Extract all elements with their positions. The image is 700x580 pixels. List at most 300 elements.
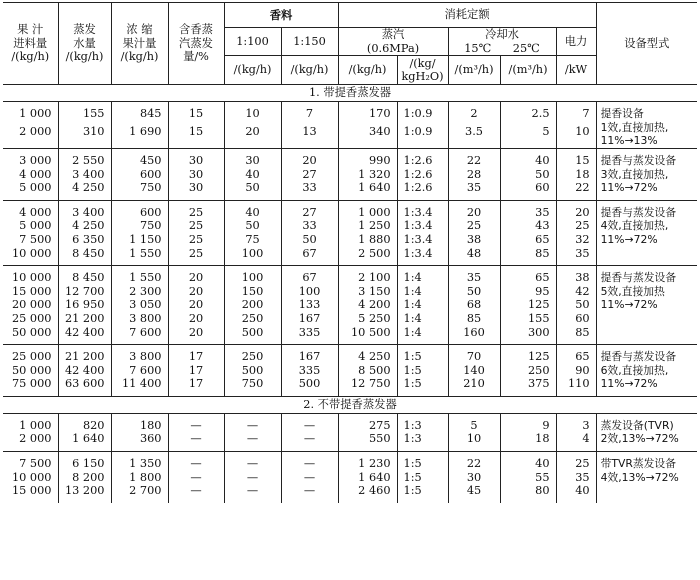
table-cell: 375: [500, 377, 556, 391]
table-row: [3, 432, 697, 446]
table-cell: 4 250: [58, 181, 111, 195]
cooling-15: 15℃: [464, 41, 492, 55]
table-cell: 50 000: [11, 325, 52, 339]
table-cell: 5 000: [19, 219, 52, 233]
table-cell: 20: [168, 285, 224, 299]
table-cell: 1:0.9: [397, 125, 448, 143]
table-cell: 80: [500, 484, 556, 498]
table-cell: 500: [281, 377, 338, 391]
table-cell: 10 000: [11, 470, 52, 484]
table-cell: 845: [111, 107, 168, 125]
table-cell: 85: [448, 312, 500, 326]
table-cell: 600: [111, 206, 168, 220]
table-cell: 125: [500, 350, 556, 364]
table-row: [3, 350, 697, 364]
table-cell: —: [281, 419, 338, 433]
row-group: [3, 413, 697, 451]
table-cell: 8 450: [58, 247, 111, 261]
table-cell: 1:4: [397, 312, 448, 326]
table-cell: 4 000: [19, 205, 52, 219]
table-cell: —: [281, 471, 338, 485]
table-cell: 25: [168, 206, 224, 220]
table-cell: 4 250: [338, 350, 397, 364]
table-cell: 50: [556, 298, 596, 312]
table-cell: 2: [448, 107, 500, 125]
row-group: [3, 452, 697, 503]
table-cell: 12 750: [338, 377, 397, 391]
table-cell: —: [168, 432, 224, 446]
table-cell: 5: [448, 419, 500, 433]
table-row: [3, 168, 697, 182]
table-cell: 33: [281, 219, 338, 233]
table-cell: 20: [168, 271, 224, 285]
table-row: [3, 247, 697, 261]
table-cell: 170: [338, 107, 397, 125]
table-cell: 25: [556, 457, 596, 471]
col-steam: 蒸汽 (0.6MPa): [338, 28, 448, 56]
table-cell: 16 950: [58, 298, 111, 312]
table-cell: 210: [448, 377, 500, 391]
table-cell: 1:2.6: [397, 154, 448, 168]
table-cell: 1 640: [338, 471, 397, 485]
col-aroma-1-100: 1:100: [224, 28, 281, 56]
table-cell: 1:3.4: [397, 206, 448, 220]
cooling-25: 25℃: [512, 41, 540, 55]
table-cell: 67: [281, 271, 338, 285]
table-cell: 20: [281, 154, 338, 168]
table-cell: —: [168, 419, 224, 433]
col-group-consumption: 消耗定额: [338, 3, 596, 28]
table-cell: 180: [111, 419, 168, 433]
table-cell: 1:5: [397, 484, 448, 498]
device-type-cell: 提香与蒸发设备 5效,直接加热 11%→72%: [596, 271, 697, 344]
table-cell: 25: [168, 233, 224, 247]
table-cell: —: [168, 457, 224, 471]
table-cell: 1 320: [338, 168, 397, 182]
table-cell: 3.5: [448, 125, 500, 143]
table-cell: 100: [281, 285, 338, 299]
table-cell: 75: [224, 233, 281, 247]
section-header: [3, 85, 697, 102]
table-row: [3, 125, 697, 143]
table-cell: 335: [281, 326, 338, 340]
unit-cooling-1: /(m³/h): [448, 56, 500, 85]
table-cell: 1:5: [397, 377, 448, 391]
table-row: [3, 219, 697, 233]
table-cell: 20: [168, 312, 224, 326]
table-cell: 20: [168, 298, 224, 312]
table-cell: 1 550: [111, 247, 168, 261]
row-group: [3, 102, 697, 149]
table-cell: 100: [224, 271, 281, 285]
device-type-cell: 提香与蒸发设备 3效,直接加热, 11%→72%: [596, 154, 697, 200]
table-cell: 21 200: [58, 350, 111, 364]
table-row: [3, 419, 697, 433]
table-cell: 1 800: [111, 471, 168, 485]
table-cell: 30: [168, 168, 224, 182]
table-cell: 30: [448, 471, 500, 485]
table-cell: 1:3.4: [397, 247, 448, 261]
table-row: [3, 285, 697, 299]
table-cell: 9: [500, 419, 556, 433]
table-cell: 300: [500, 326, 556, 340]
col-device-type: 设备型式: [596, 3, 697, 85]
table-cell: 500: [224, 326, 281, 340]
table-row: [3, 484, 697, 498]
table-cell: 10 000: [11, 246, 52, 260]
col-cooling-water: 冷却水 15℃ 25℃: [448, 28, 556, 56]
table-cell: 48: [448, 247, 500, 261]
table-cell: 1:3.4: [397, 219, 448, 233]
table-cell: 155: [500, 312, 556, 326]
table-cell: 15 000: [11, 484, 52, 498]
table-cell: 1:2.6: [397, 168, 448, 182]
table-cell: 11 400: [111, 377, 168, 391]
table-cell: 2 100: [338, 271, 397, 285]
table-cell: 2 500: [338, 247, 397, 261]
table-cell: 20: [224, 125, 281, 143]
table-cell: 50 000: [11, 363, 52, 377]
unit-steam-1: /(kg/h): [338, 56, 397, 85]
table-cell: 90: [556, 364, 596, 378]
table-cell: 32: [556, 233, 596, 247]
table-cell: 50: [500, 168, 556, 182]
table-cell: 25: [168, 247, 224, 261]
table-cell: 6 150: [58, 457, 111, 471]
table-cell: 50: [281, 233, 338, 247]
table-cell: 42 400: [58, 326, 111, 340]
table-cell: 15 000: [11, 284, 52, 298]
table-cell: 30: [168, 181, 224, 195]
table-cell: —: [224, 484, 281, 498]
table-row: [3, 107, 697, 125]
table-row: [3, 181, 697, 195]
table-cell: 15: [168, 107, 224, 125]
table-cell: 1:5: [397, 471, 448, 485]
table-cell: 13 200: [58, 484, 111, 498]
table-cell: 1 550: [111, 271, 168, 285]
table-cell: 10: [224, 107, 281, 125]
col-evap-water: 蒸发 水量 /(kg/h): [58, 3, 111, 85]
table-cell: 7 500: [19, 232, 52, 246]
table-cell: 95: [500, 285, 556, 299]
table-cell: 250: [224, 350, 281, 364]
table-cell: 2 700: [111, 484, 168, 498]
table-cell: 1 000: [338, 206, 397, 220]
section-title: 2. 不带提香蒸发器: [3, 396, 697, 413]
table-cell: 167: [281, 350, 338, 364]
table-cell: 20: [556, 206, 596, 220]
table-cell: 1:2.6: [397, 181, 448, 195]
table-cell: 6 350: [58, 233, 111, 247]
table-cell: 1 640: [58, 432, 111, 446]
table-cell: 65: [500, 271, 556, 285]
table-cell: 10: [556, 125, 596, 143]
table-cell: 1 000: [19, 107, 52, 121]
table-cell: 750: [111, 219, 168, 233]
table-cell: 25 000: [11, 311, 52, 325]
table-cell: 63 600: [58, 377, 111, 391]
table-cell: 65: [556, 350, 596, 364]
table-cell: 38: [556, 271, 596, 285]
table-cell: 3 800: [111, 350, 168, 364]
col-conc-juice: 浓 缩 果汁量 /(kg/h): [111, 3, 168, 85]
table-cell: 85: [500, 247, 556, 261]
table-cell: 8 200: [58, 471, 111, 485]
table-row: [3, 364, 697, 378]
unit-power: /kW: [556, 56, 596, 85]
table-cell: 20: [448, 206, 500, 220]
table-cell: 3 800: [111, 312, 168, 326]
table-cell: 1:5: [397, 364, 448, 378]
table-cell: —: [224, 432, 281, 446]
table-cell: 1:3: [397, 432, 448, 446]
table-cell: 25: [168, 219, 224, 233]
unit-steam-2: /(kg/ kgH₂O): [397, 56, 448, 85]
table-cell: 38: [448, 233, 500, 247]
table-cell: 30: [168, 154, 224, 168]
table-cell: 3 150: [338, 285, 397, 299]
device-type-cell: 蒸发设备(TVR) 2效,13%→72%: [596, 419, 697, 452]
table-cell: 67: [281, 247, 338, 261]
table-cell: 15: [556, 154, 596, 168]
table-row: [3, 457, 697, 471]
table-cell: 1:5: [397, 350, 448, 364]
col-power: 电力: [556, 28, 596, 56]
table-cell: 5: [500, 125, 556, 143]
section-header: [3, 396, 697, 413]
table-cell: 22: [448, 457, 500, 471]
table-cell: 10 000: [11, 271, 52, 285]
table-cell: 1:5: [397, 457, 448, 471]
col-aroma-1-150: 1:150: [281, 28, 338, 56]
table-cell: 17: [168, 350, 224, 364]
table-cell: 125: [500, 298, 556, 312]
table-header: [3, 3, 697, 85]
table-cell: 100: [224, 247, 281, 261]
table-cell: 35: [448, 181, 500, 195]
table-cell: 30: [224, 154, 281, 168]
table-cell: 43: [500, 219, 556, 233]
table-cell: 2 000: [19, 432, 52, 446]
table-cell: 12 700: [58, 285, 111, 299]
table-cell: 1:3.4: [397, 233, 448, 247]
table-cell: 7: [556, 107, 596, 125]
table-cell: 2 550: [58, 154, 111, 168]
device-type-cell: 提香与蒸发设备 6效,直接加热, 11%→72%: [596, 350, 697, 396]
table-cell: 3 400: [58, 168, 111, 182]
table-cell: 1:0.9: [397, 107, 448, 125]
table-cell: 25: [448, 219, 500, 233]
table-cell: 33: [281, 181, 338, 195]
table-cell: 17: [168, 364, 224, 378]
row-group: [3, 345, 697, 397]
table-cell: 360: [111, 432, 168, 446]
table-row: [3, 154, 697, 168]
table-cell: 340: [338, 125, 397, 143]
table-row: [3, 312, 697, 326]
unit-cooling-2: /(m³/h): [500, 56, 556, 85]
table-cell: 4 200: [338, 298, 397, 312]
table-cell: 1:4: [397, 326, 448, 340]
table-cell: 167: [281, 312, 338, 326]
table-cell: —: [168, 484, 224, 498]
table-cell: 1 640: [338, 181, 397, 195]
row-group: [3, 148, 697, 200]
table-cell: 8 500: [338, 364, 397, 378]
table-cell: 50: [448, 285, 500, 299]
table-cell: 7 600: [111, 364, 168, 378]
table-cell: 10 500: [338, 326, 397, 340]
device-type-cell: 带TVR蒸发设备 4效,13%→72%: [596, 457, 697, 503]
table-cell: 5 000: [19, 181, 52, 195]
table-cell: 35: [556, 471, 596, 485]
table-cell: 8 450: [58, 271, 111, 285]
table-cell: 1:4: [397, 285, 448, 299]
table-cell: 42 400: [58, 364, 111, 378]
table-cell: 40: [224, 206, 281, 220]
table-cell: 40: [500, 154, 556, 168]
table-row: [3, 233, 697, 247]
table-row: [3, 271, 697, 285]
table-cell: 7 500: [19, 457, 52, 471]
table-cell: 750: [111, 181, 168, 195]
table-cell: —: [224, 457, 281, 471]
table-cell: —: [281, 457, 338, 471]
table-cell: 3 050: [111, 298, 168, 312]
table-cell: 3 400: [58, 206, 111, 220]
table-cell: 500: [224, 364, 281, 378]
table-cell: —: [224, 471, 281, 485]
table-cell: 50: [224, 219, 281, 233]
table-cell: 1 880: [338, 233, 397, 247]
col-juice-feed: 果 汁 进料量 /(kg/h): [3, 3, 58, 85]
table-cell: 60: [556, 312, 596, 326]
table-cell: 4 250: [58, 219, 111, 233]
table-cell: 27: [281, 168, 338, 182]
table-cell: 65: [500, 233, 556, 247]
table-cell: 335: [281, 364, 338, 378]
table-cell: 2 300: [111, 285, 168, 299]
device-type-cell: 提香设备 1效,直接加热, 11%→13%: [596, 107, 697, 148]
table-cell: 21 200: [58, 312, 111, 326]
table-cell: 40: [224, 168, 281, 182]
table-cell: 7 600: [111, 326, 168, 340]
table-cell: 75 000: [11, 377, 52, 391]
table-cell: 35: [500, 206, 556, 220]
table-cell: 85: [556, 326, 596, 340]
table-cell: 17: [168, 377, 224, 391]
table-cell: 20 000: [11, 298, 52, 312]
table-cell: 1:4: [397, 271, 448, 285]
table-wrapper: [3, 2, 697, 503]
table-cell: 1 690: [111, 125, 168, 143]
table-cell: 2 460: [338, 484, 397, 498]
table-cell: 1 000: [19, 418, 52, 432]
table-cell: 40: [556, 484, 596, 498]
table-cell: 3 000: [19, 153, 52, 167]
col-aroma-steam: 含香蒸 汽蒸发 量/%: [168, 3, 224, 85]
table-cell: 275: [338, 419, 397, 433]
table-cell: 25 000: [11, 350, 52, 364]
table-row: [3, 471, 697, 485]
table-row: [3, 206, 697, 220]
table-cell: 55: [500, 471, 556, 485]
table-cell: 50: [224, 181, 281, 195]
table-row: [3, 377, 697, 391]
table-cell: 5 250: [338, 312, 397, 326]
unit-aroma-2: /(kg/h): [281, 56, 338, 85]
table-cell: 1 350: [111, 457, 168, 471]
table-row: [3, 326, 697, 340]
table-cell: —: [168, 471, 224, 485]
table-cell: 820: [58, 419, 111, 433]
table-cell: 22: [448, 154, 500, 168]
table-cell: 18: [556, 168, 596, 182]
table-cell: 1:4: [397, 298, 448, 312]
table-cell: 133: [281, 298, 338, 312]
table-cell: 750: [224, 377, 281, 391]
section-title: 1. 带提香蒸发器: [3, 85, 697, 102]
table-cell: 68: [448, 298, 500, 312]
table-cell: 20: [168, 326, 224, 340]
table-cell: 250: [224, 312, 281, 326]
table-cell: 10: [448, 432, 500, 446]
table-cell: 1 230: [338, 457, 397, 471]
table-cell: 42: [556, 285, 596, 299]
col-group-aroma: 香料: [224, 3, 338, 28]
table-cell: 27: [281, 206, 338, 220]
table-cell: 310: [58, 125, 111, 143]
table-cell: 1 250: [338, 219, 397, 233]
table-cell: 35: [556, 247, 596, 261]
table-cell: 200: [224, 298, 281, 312]
table-cell: 140: [448, 364, 500, 378]
table-row: [3, 298, 697, 312]
table-cell: 40: [500, 457, 556, 471]
table-cell: 990: [338, 154, 397, 168]
table-cell: 28: [448, 168, 500, 182]
table-cell: 7: [281, 107, 338, 125]
table-cell: 60: [500, 181, 556, 195]
row-group: [3, 266, 697, 345]
table-cell: 155: [58, 107, 111, 125]
table-cell: 22: [556, 181, 596, 195]
table-cell: 15: [168, 125, 224, 143]
table-cell: 45: [448, 484, 500, 498]
table-cell: 18: [500, 432, 556, 446]
table-cell: 160: [448, 326, 500, 340]
evaporator-spec-table: [3, 2, 697, 503]
table-cell: —: [224, 419, 281, 433]
table-cell: 13: [281, 125, 338, 143]
table-cell: 1:3: [397, 419, 448, 433]
device-type-cell: 提香与蒸发设备 4效,直接加热, 11%→72%: [596, 206, 697, 266]
table-cell: 4 000: [19, 167, 52, 181]
table-cell: 2.5: [500, 107, 556, 125]
table-cell: 550: [338, 432, 397, 446]
table-cell: 110: [556, 377, 596, 391]
table-cell: 3: [556, 419, 596, 433]
table-cell: 4: [556, 432, 596, 446]
table-cell: 70: [448, 350, 500, 364]
row-group: [3, 200, 697, 265]
table-cell: 250: [500, 364, 556, 378]
table-cell: —: [281, 432, 338, 446]
table-cell: 1 150: [111, 233, 168, 247]
table-cell: 150: [224, 285, 281, 299]
table-cell: 35: [448, 271, 500, 285]
